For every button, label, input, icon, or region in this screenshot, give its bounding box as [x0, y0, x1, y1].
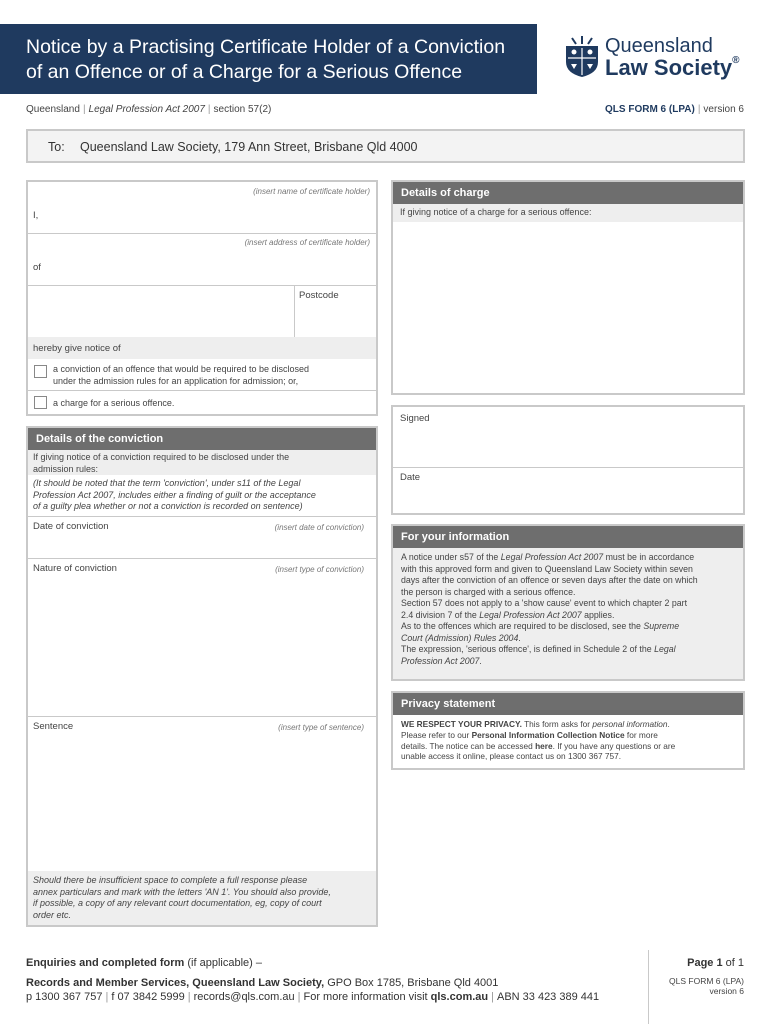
conviction-note: [33, 478, 316, 513]
footer-phone: p 1300 367 757: [26, 991, 103, 1003]
footnote-line-1: Should there be insufficient space to complete a full response please: [33, 875, 308, 885]
signature-field[interactable]: [393, 425, 743, 467]
qls-logo: [562, 34, 752, 82]
conviction-note-line-3: of a guilty plea whether or not a conviction is recorded on sentence): [33, 501, 303, 511]
form-version-bottom: [669, 976, 744, 996]
privacy-l3-a: details. The notice can be accessed: [401, 740, 536, 751]
privacy-line-2: [401, 730, 741, 741]
logo-line-1: Queensland: [605, 35, 713, 57]
footer-divider: [648, 950, 649, 1024]
info-p1-line-2: with this approved form and given to Queensland Law Society within seven: [401, 563, 693, 574]
date-label: Date: [400, 472, 421, 483]
info-p1-line-4: the person is charged with a serious offence.: [401, 586, 576, 597]
footer-records-bold: Records and Member Services, Queensland Law Society,: [26, 977, 325, 989]
info-box: [391, 524, 745, 681]
footer-abn: ABN 33 423 389 441: [496, 991, 600, 1003]
info-body: [401, 552, 741, 667]
info-header: For your information: [393, 526, 743, 548]
sentence-hint: (insert type of sentence): [278, 723, 364, 732]
info-p3-line-1: [401, 621, 741, 633]
postcode-field[interactable]: [295, 302, 375, 337]
privacy-body: [401, 719, 741, 762]
privacy-l1-bold: WE RESPECT YOUR PRIVACY.: [401, 719, 522, 729]
footer-enquiries-rest: (if applicable) –: [184, 957, 262, 969]
logo-line-2: [605, 55, 740, 81]
footer-website-link[interactable]: qls.com.au: [430, 991, 489, 1003]
conviction-intro: [28, 450, 376, 475]
recipient-box: [26, 129, 745, 163]
conviction-intro-line-2: admission rules:: [33, 463, 99, 474]
info-p4-a: The expression, 'serious offence', is defined in Schedule 2 of the: [401, 644, 655, 654]
coat-of-arms-icon: [562, 36, 602, 78]
address-field[interactable]: [48, 252, 368, 282]
option-conviction-line-2: under the admission rules for an application for admission; or,: [53, 375, 299, 386]
registered-mark: ®: [732, 55, 740, 66]
address-hint: (insert address of certificate holder): [244, 238, 370, 247]
date-of-conviction-label: Date of conviction: [33, 521, 109, 532]
form-id-top: QLS FORM 6 (LPA): [605, 104, 695, 115]
privacy-l3-b: . If you have any questions or are: [552, 740, 676, 751]
conviction-note-line-1: (It should be noted that the term 'conviction', under s11 of the Legal: [33, 478, 301, 488]
info-p1-line-1: [401, 552, 741, 564]
footer-enquiries-bold: Enquiries and completed form: [26, 957, 185, 969]
privacy-header: Privacy statement: [393, 693, 743, 715]
privacy-line-3: [401, 741, 741, 752]
privacy-l2-b: for more: [624, 729, 658, 740]
privacy-line-4: unable access it online, please contact us on 1300 367 757.: [401, 751, 622, 762]
insufficient-space-note: [28, 871, 376, 925]
address-field-2[interactable]: [28, 286, 293, 337]
footer-records-rest: GPO Box 1785, Brisbane Qld 4001: [324, 977, 499, 989]
form-id-bottom: QLS FORM 6 (LPA): [669, 976, 744, 986]
legislation-reference: Queensland | Legal Profession Act 2007 | section 57(2): [26, 104, 272, 115]
nature-of-conviction-hint: (insert type of conviction): [275, 565, 364, 574]
privacy-l1-italic: personal information: [592, 719, 668, 729]
page-number: [687, 957, 744, 969]
info-p1-b: must be in accordance: [603, 552, 695, 562]
logo-line-2-text: Law Society: [605, 55, 733, 80]
page-number-bold: Page 1: [687, 957, 723, 969]
info-p3-rules-1: Supreme: [643, 621, 680, 631]
info-p2-act: Legal Profession Act 2007: [479, 609, 582, 620]
notice-label: hereby give notice of: [33, 343, 121, 354]
to-label: To:: [48, 140, 65, 154]
page-number-rest: of 1: [722, 957, 744, 969]
footer-contacts: p 1300 367 757 | f 07 3842 5999 | records@qls.com.au | For more information visit qls.com.au | ABN 33 423 389 441: [26, 991, 600, 1003]
address-label: of: [33, 262, 41, 273]
info-p3-rules-2: Court (Admission) Rules 2004: [401, 632, 519, 643]
section-text: section 57(2): [213, 104, 272, 115]
info-p3-a: As to the offences which are required to be disclosed, see the: [401, 621, 644, 631]
conviction-note-line-2: Profession Act 2007, includes either a finding of guilt or the acceptance: [33, 489, 316, 500]
info-p4-line-1: [401, 644, 741, 656]
footer-enquiries: [26, 957, 262, 969]
info-p2-line-1: Section 57 does not apply to a 'show cause' event to which chapter 2 part: [401, 598, 688, 608]
info-p4-act-1: Legal: [654, 644, 676, 654]
signature-date-field[interactable]: [393, 485, 743, 513]
footnote-line-2: annex particulars and mark with the letters 'AN 1'. You should also provide,: [33, 886, 331, 897]
info-p1-line-3: days after the conviction of an offence or seven days after the date on which: [401, 575, 698, 585]
act-text: Legal Profession Act 2007: [88, 104, 205, 115]
name-hint: (insert name of certificate holder): [253, 187, 370, 196]
charge-intro: If giving notice of a charge for a serious offence:: [393, 204, 743, 222]
privacy-line-1: [401, 719, 741, 730]
footnote-line-3: if possible, a copy of any relevant court documentation, eg, copy of court: [33, 898, 322, 908]
option-conviction: [53, 364, 309, 387]
footer-more-info: For more information visit: [303, 991, 431, 1003]
footnote-line-4: order etc.: [33, 909, 72, 920]
privacy-l1-a: This form asks for: [521, 719, 593, 729]
info-p4-b: .: [479, 655, 482, 666]
footer-email-link[interactable]: records@qls.com.au: [193, 991, 295, 1003]
info-p1-a: A notice under s57 of the: [401, 552, 501, 562]
signature-box: [391, 405, 745, 515]
charge-box: [391, 180, 745, 395]
option-charge: a charge for a serious offence.: [53, 398, 175, 408]
sentence-label: Sentence: [33, 721, 74, 732]
footer-records: [26, 977, 498, 989]
conviction-checkbox[interactable]: [34, 365, 47, 378]
sentence-field[interactable]: [28, 736, 376, 871]
info-p1-act: Legal Profession Act 2007: [500, 552, 604, 562]
info-p4-line-2: [401, 656, 741, 668]
version-bottom: version 6: [709, 986, 744, 996]
info-p3-line-2: [401, 633, 741, 645]
conviction-box: [26, 426, 378, 927]
conviction-header: Details of the conviction: [28, 428, 376, 450]
date-of-conviction-hint: (insert date of conviction): [274, 523, 364, 532]
option-conviction-line-1: a conviction of an offence that would be required to be disclosed: [53, 364, 310, 374]
date-of-conviction-field[interactable]: [28, 534, 376, 558]
info-p4-act-2: Profession Act 2007: [401, 655, 480, 666]
signed-label: Signed: [400, 413, 430, 424]
charge-checkbox[interactable]: [34, 396, 47, 409]
footer-fax: f 07 3842 5999: [111, 991, 185, 1003]
charge-header: Details of charge: [393, 182, 743, 204]
conviction-intro-line-1: If giving notice of a conviction required to be disclosed under the: [33, 452, 290, 462]
state-text: Queensland: [26, 104, 80, 115]
privacy-l1-b: .: [667, 719, 670, 729]
privacy-box: [391, 691, 745, 770]
nature-of-conviction-label: Nature of conviction: [33, 563, 117, 574]
info-p2-line-2: [401, 610, 741, 622]
form-version-top: QLS FORM 6 (LPA) | version 6: [605, 104, 744, 115]
nature-of-conviction-field[interactable]: [28, 578, 376, 716]
postcode-label: Postcode: [299, 290, 339, 301]
to-address: Queensland Law Society, 179 Ann Street, Brisbane Qld 4000: [80, 140, 418, 154]
title-line-2: of an Offence or of a Charge for a Serious Offence: [26, 61, 463, 83]
info-p2-b: applies.: [581, 609, 615, 620]
name-label: I,: [33, 210, 39, 221]
privacy-l2-a: Please refer to our: [401, 729, 472, 740]
info-p2-a: 2.4 division 7 of the: [401, 609, 480, 620]
charge-details-field[interactable]: [393, 222, 743, 393]
name-field[interactable]: [48, 204, 368, 230]
form-title: [0, 24, 537, 94]
info-p3-b: .: [518, 632, 521, 643]
privacy-here-link[interactable]: here: [535, 740, 553, 751]
privacy-notice-link[interactable]: Personal Information Collection Notice: [471, 729, 625, 740]
holder-details-box: [26, 180, 378, 416]
title-line-1: Notice by a Practising Certificate Holder of a Conviction: [26, 36, 506, 58]
notice-row: [28, 337, 376, 359]
version-top: version 6: [703, 104, 744, 115]
